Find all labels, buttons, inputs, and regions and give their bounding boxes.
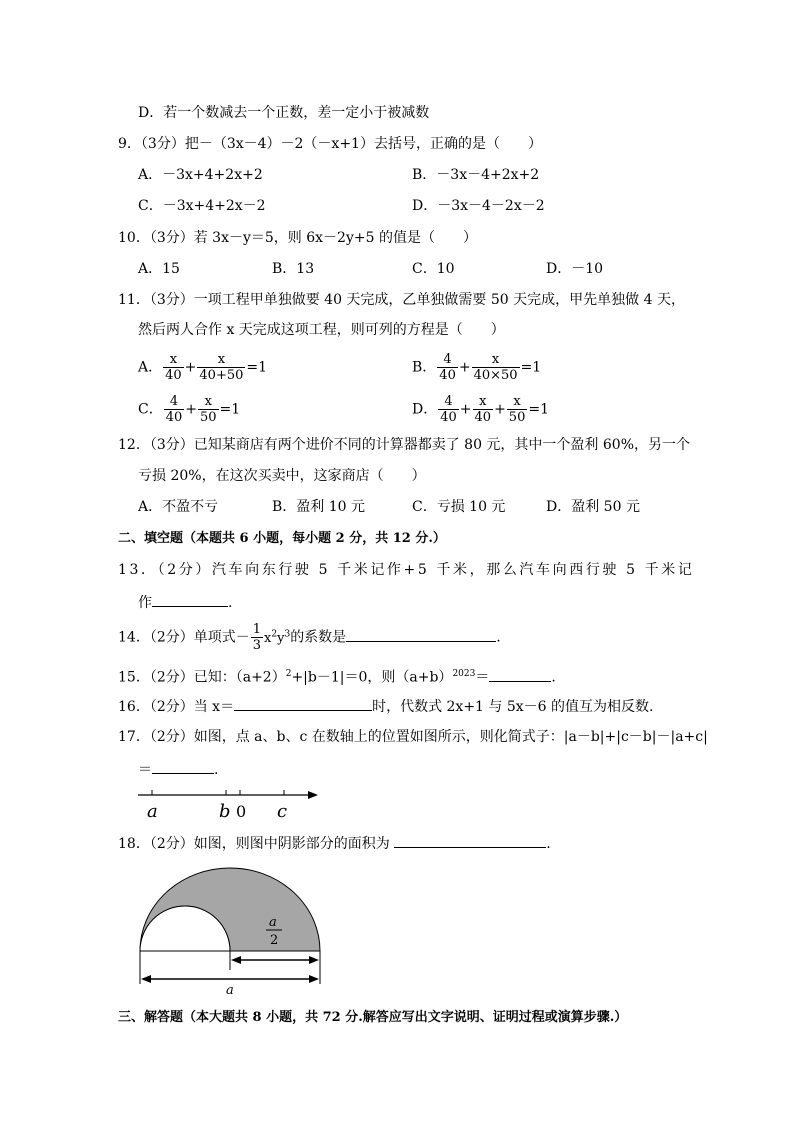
q12-option-d: D．盈利 50 元 [546, 499, 640, 515]
fraction-denominator: 2 [270, 933, 279, 948]
q9-option-c: C．－3x+4+2x－2 [138, 198, 266, 214]
q10-stem: 10．（3分）若 3x－y＝5，则 6x－2y+5 的值是（ ） [118, 230, 477, 246]
fraction: $\frac{1}{3}$ [252, 622, 262, 653]
arrow-right-icon [308, 791, 318, 799]
q10-option-c: C．10 [412, 261, 455, 277]
q11-stem-line1: 11．（3分）一项工程甲单独做要 40 天完成，乙单独做需要 50 天完成，甲先单独做 4 天， [118, 292, 685, 308]
fraction: $\frac{x}{40}$ [474, 394, 492, 425]
fraction: $\frac{4}{40}$ [165, 394, 183, 425]
q11-option-d: D． $\frac{4}{40}$ + $\frac{x}{40}$ + $\frac{x}{50}$ =1 [412, 394, 549, 425]
fraction: $\frac{x}{40\times 50}$ [473, 352, 518, 383]
q15-stem: 15．（2分）已知：$(a+2)^2+|b-1|=0$，则$(a+b)^{2023}=$ . [118, 665, 556, 687]
label-a: a [147, 801, 158, 822]
q12-stem-line2: 亏损 20%，在这次买卖中，这家商店（ ） [138, 468, 426, 484]
label-a-bottom: a [226, 983, 234, 995]
q14-answer-blank[interactable] [346, 627, 496, 642]
arrow-left-icon [141, 975, 151, 983]
fraction-numerator: a [269, 915, 277, 930]
fraction: $\frac{x}{50}$ [200, 394, 217, 425]
label-zero: 0 [236, 802, 247, 821]
q16-stem: 16．（2分）当 x＝ 时，代数式 2x+1 与 5x－6 的值互为相反数. [118, 696, 653, 716]
q14-stem: 14．（2分）单项式－ $\frac{1}{3}$ $x^2y^3$的系数是 . [118, 622, 501, 653]
arrow-right-icon [309, 975, 319, 983]
fraction: $\frac{x}{50}$ [508, 394, 526, 425]
label-c: c [277, 801, 288, 822]
q12-option-b: B．盈利 10 元 [272, 499, 366, 515]
q8-option-d: D．若一个数减去一个正数，差一定小于被减数 [138, 105, 430, 121]
label-b: b [219, 801, 231, 822]
q18-answer-blank[interactable] [394, 833, 546, 848]
shaded-semicircle-figure [130, 860, 330, 995]
q18-stem: 18．（2分）如图，则图中阴影部分的面积为 . [118, 833, 551, 853]
q9-option-d: D．－3x－4－2x－2 [412, 198, 545, 214]
q13-answer-blank[interactable] [152, 592, 228, 607]
section-2-heading: 二、填空题（本题共 6 小题，每小题 2 分，共 12 分.） [118, 531, 446, 546]
q17-stem: 17．（2分）如图，点 a、b、c 在数轴上的位置如图所示，则化简式子：|a－b|+|c－b|－|a+c| [118, 729, 708, 745]
q9-option-b: B．－3x－4+2x+2 [412, 167, 540, 183]
fraction: $\frac{x}{40}$ [165, 352, 182, 383]
q17-answer-blank[interactable] [152, 759, 214, 774]
fraction: $\frac{x}{40+50}$ [199, 352, 244, 383]
q10-option-a: A．15 [138, 261, 180, 277]
q13-stem-line2: 作 . [138, 592, 232, 612]
q10-option-b: B．13 [272, 261, 315, 277]
fraction: $\frac{4}{40}$ [439, 352, 456, 383]
q12-option-a: A．不盈不亏 [138, 499, 219, 515]
q12-option-c: C．亏损 10 元 [412, 499, 506, 515]
number-line-figure [136, 784, 326, 822]
q9-option-a: A．－3x+4+2x+2 [138, 167, 263, 183]
arrow-left-icon [231, 956, 241, 964]
q16-answer-blank[interactable] [234, 696, 372, 711]
q11-option-b: B． $\frac{4}{40}$ + $\frac{x}{40\times 50}$ =1 [412, 352, 542, 383]
q11-stem-line2: 然后两人合作 x 天完成这项工程，则可列的方程是（ ） [138, 322, 505, 338]
q10-option-d: D．－10 [546, 261, 604, 277]
q12-stem-line1: 12．（3分）已知某商店有两个进价不同的计算器都卖了 80 元，其中一个盈利 60%，另一个 [118, 437, 691, 453]
q17-line2: ＝ . [138, 759, 218, 779]
q15-answer-blank[interactable] [489, 667, 551, 682]
q11-option-a: A． $\frac{x}{40}$ + $\frac{x}{40+50}$ =1 [138, 352, 268, 383]
fraction: $\frac{4}{40}$ [440, 394, 457, 425]
arrow-right-icon [309, 956, 319, 964]
q13-stem-line1: 13．（2分）汽车向东行驶 5 千米记作+5 千米，那么汽车向西行驶 5 千米记 [118, 562, 695, 578]
q11-option-c: C． $\frac{4}{40}$ + $\frac{x}{50}$ =1 [138, 394, 241, 425]
q9-stem: 9．（3分）把－（3x－4）－2（－x+1）去括号，正确的是（ ） [118, 136, 542, 152]
section-3-heading: 三、解答题（本大题共 8 小题，共 72 分.解答应写出文字说明、证明过程或演算步骤.） [118, 1010, 628, 1025]
